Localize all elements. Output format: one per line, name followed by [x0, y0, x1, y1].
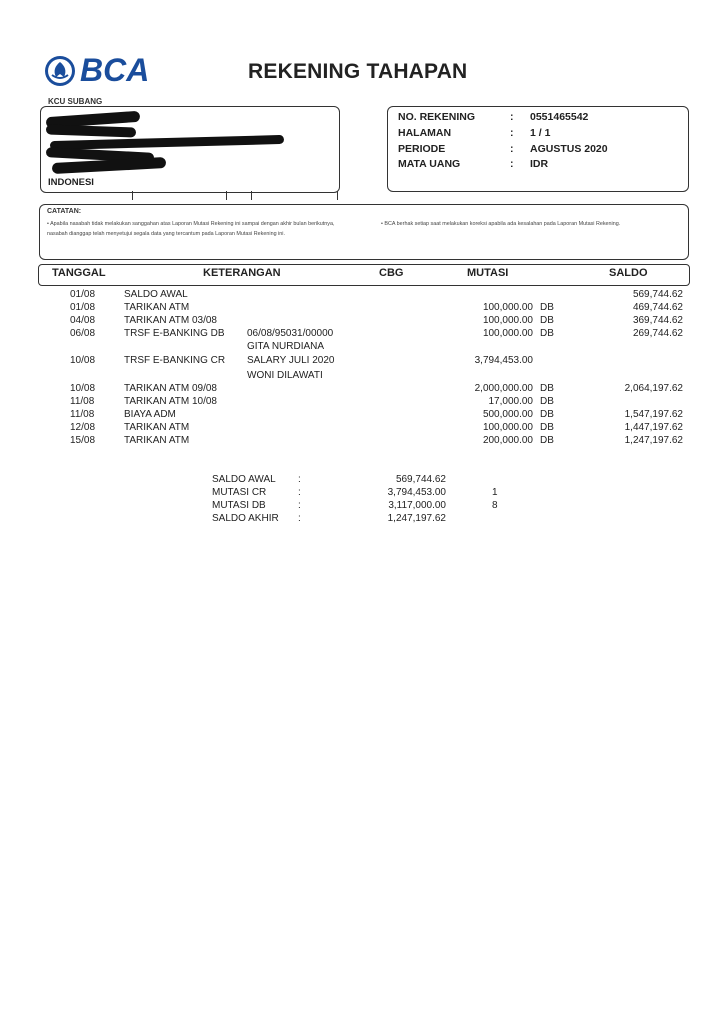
row-description: TARIKAN ATM [124, 302, 190, 313]
row-detail: GITA NURDIANA [247, 341, 325, 352]
colon: : [298, 500, 301, 511]
row-date: 11/08 [70, 409, 95, 420]
row-description: TARIKAN ATM 10/08 [124, 396, 217, 407]
colon: : [298, 487, 301, 498]
summary-value: 1,247,197.62 [387, 513, 446, 524]
row-amount: 3,794,453.00 [474, 355, 533, 366]
colon: : [298, 474, 301, 485]
row-description: TARIKAN ATM [124, 422, 190, 433]
row-balance: 1,547,197.62 [624, 409, 683, 420]
row-balance: 1,447,197.62 [624, 422, 683, 433]
row-date: 01/08 [70, 302, 96, 313]
branch-name: KCU SUBANG [48, 97, 103, 106]
row-balance: 1,247,197.62 [624, 435, 683, 446]
row-type: DB [540, 409, 554, 420]
row-amount: 100,000.00 [482, 315, 533, 326]
row-description: TARIKAN ATM 09/08 [124, 383, 217, 394]
summary-label: MUTASI CR [212, 487, 267, 498]
summary-label: SALDO AKHIR [212, 513, 279, 524]
row-balance: 269,744.62 [632, 328, 683, 339]
table-header-box [38, 264, 690, 286]
row-amount: 100,000.00 [482, 302, 533, 313]
account-number-label: NO. REKENING [398, 111, 476, 123]
row-amount: 2,000,000.00 [474, 383, 533, 394]
row-date: 01/08 [70, 289, 96, 300]
column-header-mutation: MUTASI [467, 267, 509, 279]
row-date: 15/08 [70, 435, 96, 446]
notes-heading: CATATAN: [47, 208, 82, 215]
row-date: 11/08 [70, 396, 95, 407]
row-date: 06/08 [70, 328, 96, 339]
summary-count: 1 [492, 487, 498, 498]
row-type: DB [540, 315, 554, 326]
row-date: 12/08 [70, 422, 96, 433]
tick-mark [132, 191, 133, 200]
summary-value: 569,744.62 [395, 474, 446, 485]
bca-logo-text: BCA [80, 52, 150, 88]
summary-count: 8 [492, 500, 498, 511]
row-type: DB [540, 396, 554, 407]
row-type: DB [540, 383, 554, 394]
note-right: • BCA berhak setiap saat melakukan koreksi apabila ada kesalahan pada Laporan Mutasi Rekening. [381, 221, 621, 227]
colon: : [510, 143, 514, 155]
period-label: PERIODE [398, 143, 446, 155]
row-amount: 100,000.00 [482, 328, 533, 339]
account-number-value: 0551465542 [530, 111, 589, 123]
row-amount: 17,000.00 [488, 396, 533, 407]
period-value: AGUSTUS 2020 [530, 143, 608, 155]
summary-label: MUTASI DB [212, 500, 266, 511]
bca-logo-icon [44, 55, 76, 87]
column-header-description: KETERANGAN [203, 267, 281, 279]
row-detail: 06/08/95031/00000 [247, 328, 334, 339]
currency-value: IDR [530, 158, 549, 170]
summary-value: 3,794,453.00 [387, 487, 446, 498]
summary-label: SALDO AWAL [212, 474, 276, 485]
row-amount: 200,000.00 [482, 435, 533, 446]
note-left: • Apabila nasabah tidak melakukan sanggahan atas Laporan Mutasi Rekening ini sampai dengan akhir bulan berikutnya, nasabah dianggap telah menyetujui segala data yang tercantum pada Laporan Mutasi Rekening ini. [47, 221, 335, 237]
row-description: TRSF E-BANKING CR [124, 355, 226, 366]
column-header-balance: SALDO [609, 267, 648, 279]
tick-mark [251, 191, 252, 200]
row-balance: 569,744.62 [632, 289, 683, 300]
address-line-country: INDONESI [48, 177, 94, 188]
row-balance: 369,744.62 [632, 315, 683, 326]
row-description: TARIKAN ATM [124, 435, 190, 446]
column-header-branch: CBG [379, 267, 404, 279]
row-amount: 100,000.00 [482, 422, 533, 433]
currency-label: MATA UANG [398, 158, 461, 170]
page-label: HALAMAN [398, 127, 452, 139]
row-type: DB [540, 328, 554, 339]
row-detail: SALARY JULI 2020 [247, 355, 335, 366]
colon: : [510, 158, 514, 170]
colon: : [298, 513, 301, 524]
row-date: 04/08 [70, 315, 96, 326]
colon: : [510, 127, 514, 139]
row-date: 10/08 [70, 355, 96, 366]
page-value: 1 / 1 [530, 127, 551, 139]
row-description: TRSF E-BANKING DB [124, 328, 225, 339]
colon: : [510, 111, 514, 123]
row-date: 10/08 [70, 383, 96, 394]
row-description: SALDO AWAL [124, 289, 188, 300]
page-title: REKENING TAHAPAN [248, 60, 468, 83]
row-type: DB [540, 435, 554, 446]
row-type: DB [540, 422, 554, 433]
row-description: BIAYA ADM [124, 409, 176, 420]
tick-mark [337, 191, 338, 200]
summary-value: 3,117,000.00 [388, 500, 446, 511]
row-type: DB [540, 302, 554, 313]
tick-mark [226, 191, 227, 200]
row-balance: 2,064,197.62 [624, 383, 683, 394]
row-balance: 469,744.62 [632, 302, 683, 313]
row-detail: WONI DILAWATI [247, 370, 323, 381]
row-description: TARIKAN ATM 03/08 [124, 315, 217, 326]
column-header-date: TANGGAL [52, 267, 106, 279]
row-amount: 500,000.00 [482, 409, 533, 420]
